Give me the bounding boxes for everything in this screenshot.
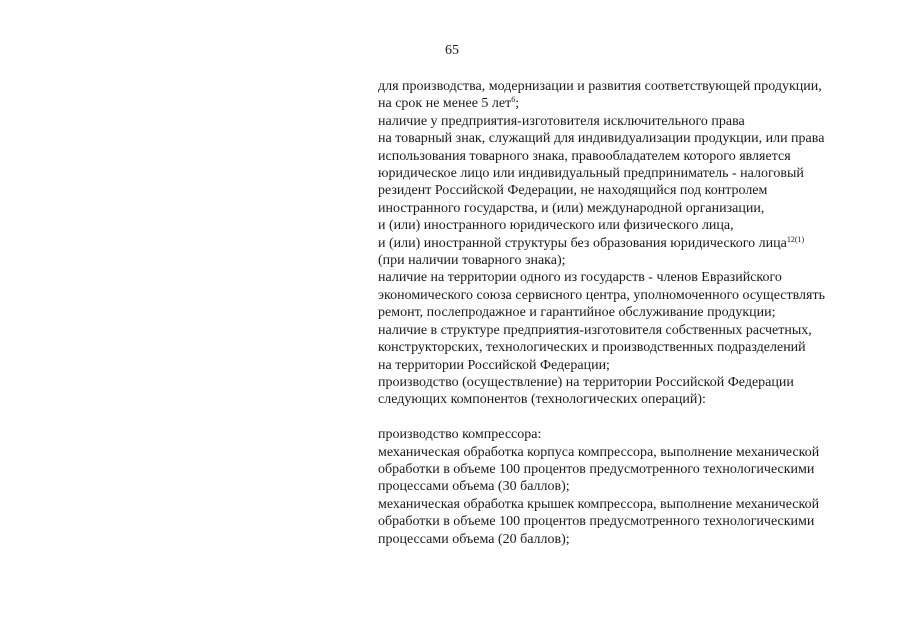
text-line-content: процессами объема (30 баллов); xyxy=(378,479,570,495)
text-line xyxy=(378,252,888,269)
text-line xyxy=(378,357,888,374)
text-line-content: обработки в объеме 100 процентов предусмотренного технологическими xyxy=(378,461,815,477)
text-line xyxy=(378,322,888,339)
text-line xyxy=(378,391,888,408)
text-line-content: обработки в объеме 100 процентов предусмотренного технологическими xyxy=(378,514,815,530)
text-line-content: иностранного государства, и (или) международной организации, xyxy=(378,200,765,216)
text-line-content: резидент Российской Федерации, не находящийся под контролем xyxy=(378,183,768,199)
text-line-content: ремонт, послепродажное и гарантийное обслуживание продукции; xyxy=(378,305,776,321)
text-line xyxy=(378,200,888,217)
text-line-content: наличие у предприятия-изготовителя исключительного права xyxy=(378,113,745,129)
text-line-content: механическая обработка крышек компрессора, выполнение механической xyxy=(378,496,820,512)
text-line-content: процессами объема (20 баллов); xyxy=(378,531,570,547)
text-line-content: для производства, модернизации и развития соответствующей продукции, xyxy=(378,79,822,94)
footnote-reference: 6 xyxy=(511,95,516,105)
text-line-content: и (или) иностранной структуры без образования юридического лица xyxy=(378,235,787,251)
text-line-content: производство компрессора: xyxy=(378,427,542,443)
text-line-content: механическая обработка корпуса компрессора, выполнение механической xyxy=(378,444,820,460)
text-line xyxy=(378,426,888,443)
text-line xyxy=(378,531,888,548)
text-line-content: и (или) иностранного юридического или физического лица, xyxy=(378,218,734,234)
text-line xyxy=(378,478,888,495)
text-line-content: конструкторских, технологических и производственных подразделений xyxy=(378,340,806,356)
text-line xyxy=(378,444,888,461)
text-line xyxy=(378,304,888,321)
text-line-content: на товарный знак, служащий для индивидуализации продукции, или права xyxy=(378,131,825,147)
text-line xyxy=(378,339,888,356)
text-line xyxy=(378,287,888,304)
text-line-content: следующих компонентов (технологических операций): xyxy=(378,392,706,408)
text-line-content: на срок не менее 5 лет xyxy=(378,96,512,112)
text-line-content: на территории Российской Федерации; xyxy=(378,357,610,373)
text-line-content: наличие в структуре предприятия-изготовителя собственных расчетных, xyxy=(378,322,812,338)
text-line xyxy=(378,165,888,182)
document-body xyxy=(378,78,888,548)
text-line xyxy=(378,374,888,391)
text-line-content: наличие на территории одного из государств - членов Евразийского xyxy=(378,270,782,286)
text-line xyxy=(378,461,888,478)
text-line xyxy=(378,217,888,234)
text-line-content: использования товарного знака, правообладателем которого является xyxy=(378,148,791,164)
text-line-content: экономического союза сервисного центра, уполномоченного осуществлять xyxy=(378,287,825,303)
text-line xyxy=(378,78,888,95)
footnote-reference: 12(1) xyxy=(786,234,805,244)
text-line-content: юридическое лицо или индивидуальный предприниматель - налоговый xyxy=(378,166,804,182)
text-line-content: (при наличии товарного знака); xyxy=(378,253,566,269)
text-line xyxy=(378,182,888,199)
text-line xyxy=(378,130,888,147)
blank-line xyxy=(378,409,888,426)
text-line xyxy=(378,496,888,513)
text-line xyxy=(378,148,888,165)
text-line-tail: ; xyxy=(515,96,520,112)
text-line xyxy=(378,235,888,252)
page-number: 65 xyxy=(445,43,459,58)
text-line-content: производство (осуществление) на территории Российской Федерации xyxy=(378,374,794,390)
text-line xyxy=(378,269,888,286)
text-line xyxy=(378,513,888,530)
text-line xyxy=(378,113,888,130)
text-line xyxy=(378,95,888,112)
